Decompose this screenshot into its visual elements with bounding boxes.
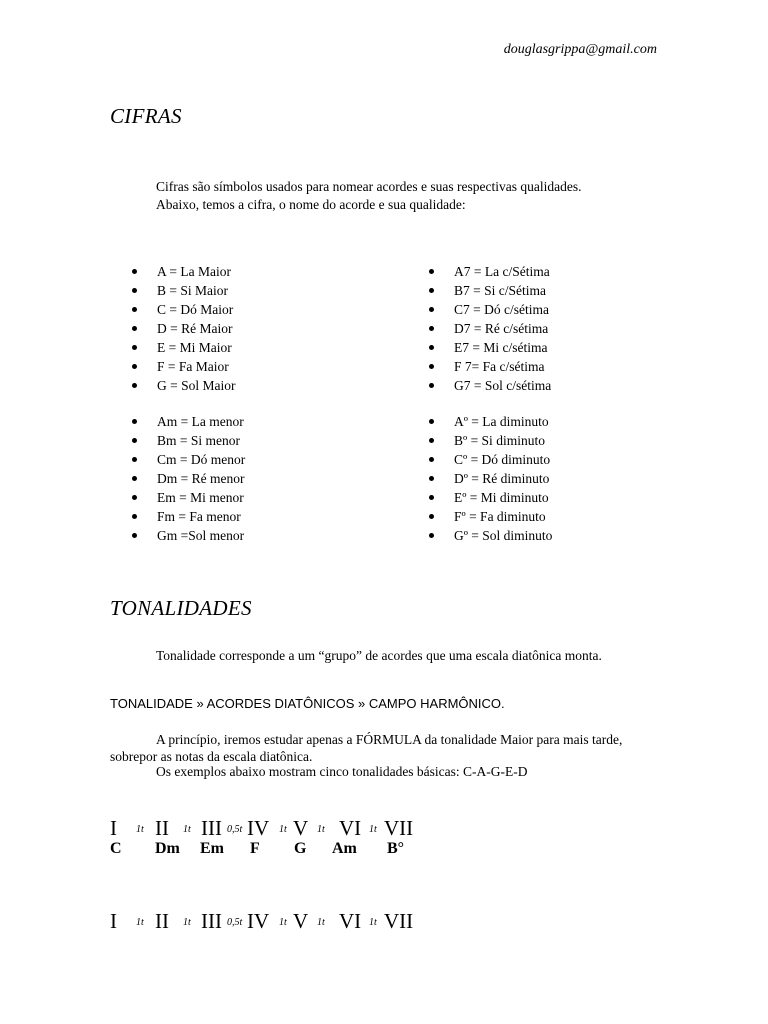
list-item: F 7= Fa c/sétima: [429, 357, 551, 376]
interval-label: 1t: [317, 917, 325, 928]
degree-numeral: II: [155, 816, 169, 840]
interval-label: 1t: [279, 917, 287, 928]
degree-numeral: V: [293, 816, 309, 840]
degree-numeral: IV: [247, 816, 270, 840]
list-item: G = Sol Maior: [132, 376, 236, 395]
list-item: C7 = Dó c/sétima: [429, 300, 551, 319]
principle-paragraph: A princípio, iremos estudar apenas a FÓRMULA da tonalidade Maior para mais tarde, sobrepor as notas da escala diatônica.: [110, 732, 623, 764]
list-item: F = Fa Maior: [132, 357, 236, 376]
degree-numeral: III: [201, 909, 222, 933]
list-item: D = Ré Maior: [132, 319, 236, 338]
degree-numeral: VI: [339, 816, 362, 840]
diminished-chords-list: [429, 412, 552, 545]
author-email: douglasgrippa@gmail.com: [503, 42, 657, 57]
list-item: Gm =Sol menor: [132, 526, 245, 545]
list-item: Aº = La diminuto: [429, 412, 552, 431]
minor-chords-list: [132, 412, 245, 545]
list-item: G7 = Sol c/sétima: [429, 376, 551, 395]
cifras-intro: [156, 178, 582, 214]
list-item: A7 = La c/Sétima: [429, 262, 551, 281]
chord-symbol: F: [250, 840, 260, 857]
degree-numeral: VII: [384, 909, 414, 933]
intro-line: Cifras são símbolos usados para nomear acordes e suas respectivas qualidades.: [156, 179, 582, 194]
list-item: D7 = Ré c/sétima: [429, 319, 551, 338]
chord-symbol: G: [294, 840, 307, 857]
interval-label: 0,5t: [227, 824, 243, 835]
degree-numeral: I: [110, 909, 117, 933]
chord-symbol: C: [110, 840, 122, 857]
interval-label: 1t: [136, 824, 144, 835]
list-item: E = Mi Maior: [132, 338, 236, 357]
major-chords-list: [132, 262, 236, 395]
interval-label: 1t: [279, 824, 287, 835]
list-item: Bm = Si menor: [132, 431, 245, 450]
degree-numeral: III: [201, 816, 222, 840]
list-item: Gº = Sol diminuto: [429, 526, 552, 545]
degree-numeral: I: [110, 816, 117, 840]
interval-label: 1t: [183, 824, 191, 835]
chord-symbol: Em: [200, 840, 224, 857]
intro-line: Abaixo, temos a cifra, o nome do acorde e sua qualidade:: [156, 197, 466, 212]
tonalidade-sequence: TONALIDADE » ACORDES DIATÔNICOS » CAMPO HARMÔNICO.: [110, 696, 505, 711]
chord-symbol: Am: [332, 840, 357, 857]
list-item: B7 = Si c/Sétima: [429, 281, 551, 300]
list-item: Bº = Si diminuto: [429, 431, 552, 450]
degree-numeral: V: [293, 909, 309, 933]
seventh-chords-list: [429, 262, 551, 395]
interval-label: 1t: [183, 917, 191, 928]
list-item: Em = Mi menor: [132, 488, 245, 507]
chord-symbol: B°: [387, 840, 405, 857]
degree-formula-row: [110, 816, 530, 840]
list-item: A = La Maior: [132, 262, 236, 281]
tonalidade-definition: Tonalidade corresponde a um “grupo” de acordes que uma escala diatônica monta.: [156, 648, 602, 663]
list-item: E7 = Mi c/sétima: [429, 338, 551, 357]
degree-numeral: VII: [384, 816, 414, 840]
chord-symbol: Dm: [155, 840, 180, 857]
interval-label: 1t: [369, 917, 377, 928]
list-item: Dº = Ré diminuto: [429, 469, 552, 488]
interval-label: 1t: [317, 824, 325, 835]
list-item: C = Dó Maior: [132, 300, 236, 319]
list-item: Am = La menor: [132, 412, 245, 431]
list-item: Eº = Mi diminuto: [429, 488, 552, 507]
list-item: B = Si Maior: [132, 281, 236, 300]
examples-line: Os exemplos abaixo mostram cinco tonalidades básicas: C-A-G-E-D: [156, 764, 528, 779]
list-item: Fm = Fa menor: [132, 507, 245, 526]
c-major-chords-row: [110, 840, 530, 862]
degree-numeral: II: [155, 909, 169, 933]
section-heading-tonalidades: TONALIDADES: [110, 596, 252, 620]
interval-label: 1t: [369, 824, 377, 835]
list-item: Dm = Ré menor: [132, 469, 245, 488]
list-item: Fº = Fa diminuto: [429, 507, 552, 526]
list-item: Cº = Dó diminuto: [429, 450, 552, 469]
degree-numeral: VI: [339, 909, 362, 933]
degree-formula-row: [110, 909, 530, 933]
degree-numeral: IV: [247, 909, 270, 933]
interval-label: 1t: [136, 917, 144, 928]
section-heading-cifras: CIFRAS: [110, 104, 182, 128]
list-item: Cm = Dó menor: [132, 450, 245, 469]
interval-label: 0,5t: [227, 917, 243, 928]
